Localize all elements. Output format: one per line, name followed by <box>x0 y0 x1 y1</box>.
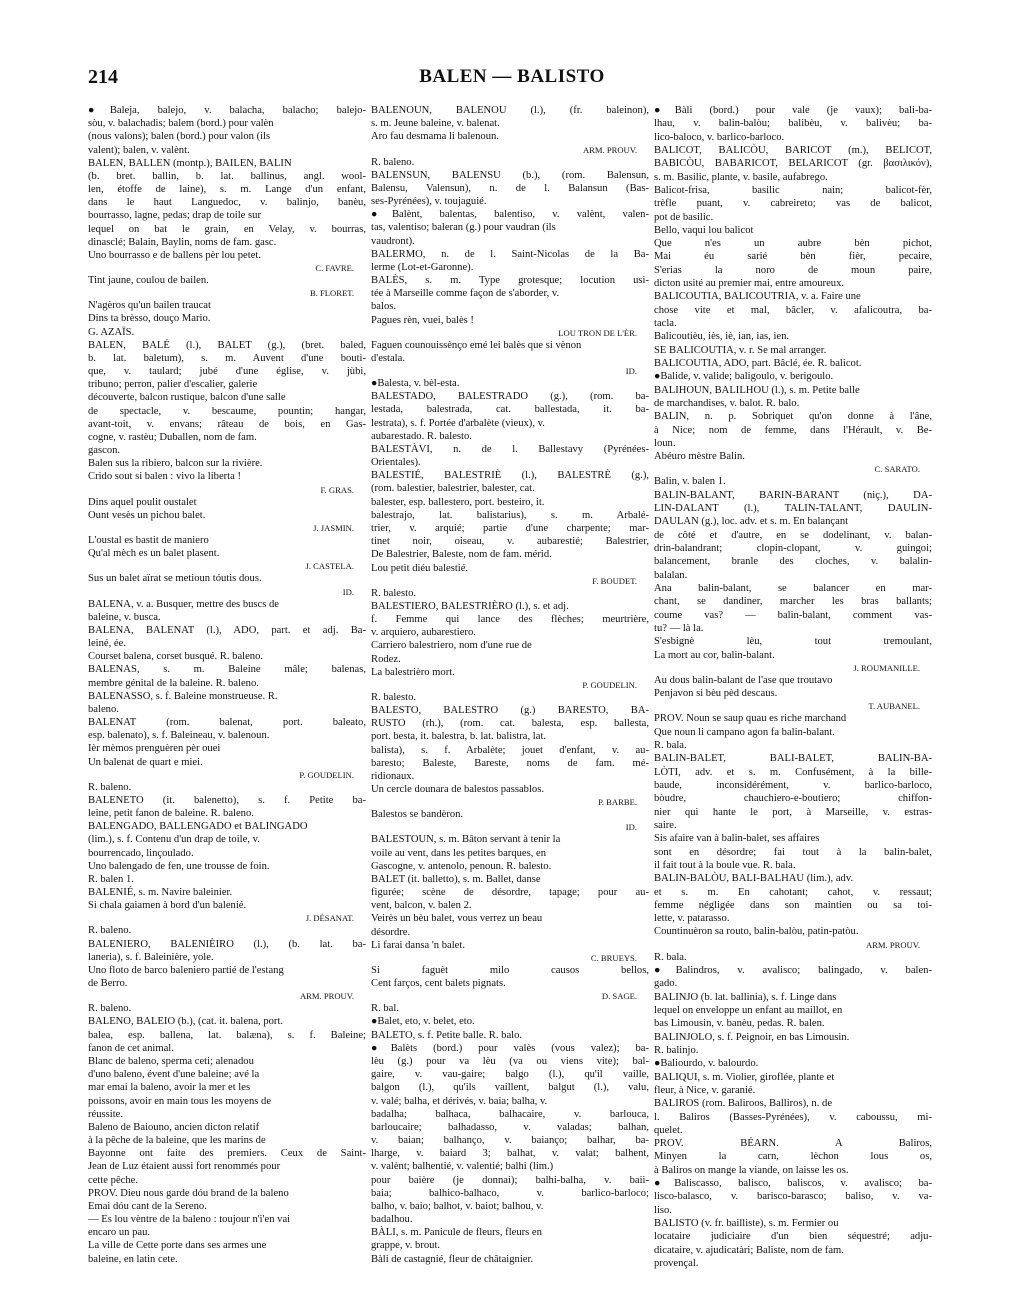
entry-line: tacla. <box>654 318 677 329</box>
entry-line: Carriero balestriero, nom d'une rue de <box>371 640 532 652</box>
entry-line: Sis afaire van à balin-balet, ses affaires <box>654 833 820 845</box>
entry-line: R. baleno. <box>371 156 415 168</box>
entry-line: J. DÉSANAT. <box>305 913 354 924</box>
entry-line: tée à Marseille comme façon de s'aborder, v. <box>371 288 560 300</box>
entry-line: leiné, ée. <box>88 638 126 650</box>
entry-line: D. SAGE. <box>601 991 637 1002</box>
entry-line: nier qui hante le port, à Marseille, v. estras- <box>654 806 932 818</box>
entry-line: badalha; balhaca, balhacaire, v. barlouca, <box>371 1108 649 1120</box>
entry-line: laneria), s. f. Baleinière, yole. <box>88 951 214 963</box>
entry-line: BALENO, BALEIO (b.), (cat. it. balena, port. <box>88 1016 284 1028</box>
entry-line: Baleno de Baiouno, ancien dicton relatif <box>88 1121 260 1133</box>
entry-line: Un balenat de quart e miei. <box>88 756 203 768</box>
entry-line: R. bal. <box>371 1003 399 1015</box>
entry-line: cette pêche. <box>88 1174 138 1186</box>
entry-line: (nous valons); balen (bord.) pour valon (ils <box>88 131 271 143</box>
entry-line: LOU TRON DE L'ÈR. <box>558 327 637 338</box>
entry-line: BALINJO (b. lat. ballinia), s. f. Linge dans <box>654 991 837 1003</box>
entry-line: Countinuèron sa routo, balin-balòu, patin-patòu. <box>654 926 859 938</box>
entry-line: Balensu, Valensun), n. de l. Balansun (Bas- <box>371 182 649 194</box>
entry-line: valent); balen, v. valènt. <box>88 144 190 156</box>
entry-line: T. AUBANEL. <box>868 701 920 712</box>
entry-line: ●Balèts (bord.) pour valès (vous valez); ba- <box>371 1042 649 1054</box>
entry-line: DAULAN (g.), loc. adv. et s. m. En balançant <box>654 516 849 528</box>
entry-line: tinet noir, oiseau, v. aubarestié; Balestrier, <box>371 536 649 548</box>
entry-line: pour baière (je donnai); balhi-balha, v. baii- <box>371 1174 649 1186</box>
entry-line: lharge, v. baiard 3; balhat, v. valat; balhent, <box>371 1148 649 1160</box>
entry-line: à Nice; nom de femme, dans l'Hérault, v. Be- <box>654 424 932 436</box>
entry-line: ●Balet, eto, v. belet, eto. <box>371 1016 475 1028</box>
entry-line: Emai dóu cant de la Sereno. <box>88 1200 207 1212</box>
entry-line: leine, petit fanon de baleine. R. baleno. <box>88 808 254 820</box>
entry-line: BALINJOLO, s. f. Peignoir, en bas Limousin. <box>654 1031 850 1043</box>
entry-line: Au dous balin-balant de l'ase que troutavo <box>654 674 833 686</box>
entry-line: Faguen counouissènço emé lei balès que si vènon <box>371 339 582 351</box>
entry-line: vaudront). <box>371 235 415 247</box>
entry-line: provençal. <box>654 1257 699 1269</box>
entry-line: baude, inconsidérément, v. barlico-barloco, <box>654 780 932 791</box>
entry-line: lequel on enveloppe un enfant au maillot, en <box>654 1005 843 1016</box>
entry-line: Balestos se bandèron. <box>371 809 464 821</box>
entry-line: cogne, v. rastèu; Duballen, nom de fam. <box>88 431 257 443</box>
entry-line: LIN-DALANT (l.), TALIN-TALANT, DAULIN- <box>654 503 932 515</box>
entry-line: BALIROS (rom. Baliroos, Balliros), n. de <box>654 1098 833 1110</box>
entry-line: d'estala. <box>371 352 405 364</box>
entry-line: Jean de Luz étaient aussi fort renommés pour <box>88 1161 281 1173</box>
entry-line: dicton usité au premier mai, entre amoureux. <box>654 278 845 290</box>
entry-line: BALIQUI, s. m. Violier, giroflée, plante et <box>654 1071 835 1083</box>
entry-line: balho, v. baio; balhot, v. baiot; balhou, v. <box>371 1200 544 1212</box>
entry-line: désordre. <box>371 926 411 938</box>
entry-line: découverte, balcon rustique, balcon d'une salle <box>88 392 286 404</box>
entry-line: ARM. PROUV. <box>582 144 637 155</box>
entry-line: Ount vesès un pichou balet. <box>88 509 206 521</box>
entry-line: Lou petit diéu balestié. <box>371 562 469 574</box>
entry-line: f. Femme qui lance des flèches; meurtrière, <box>371 614 649 626</box>
entry-line: fleur, à Nice, v. garanié. <box>654 1084 756 1096</box>
entry-line: femme négligée dans son maintien ou sa toi- <box>654 899 932 911</box>
entry-line: C. BRUEYS. <box>590 952 637 963</box>
entry-line: Pagues rèn, vuei, balès ! <box>371 314 474 326</box>
entry-line: R. bala. <box>654 951 687 963</box>
entry-line: BALENGADO, BALLENGADO et BALINGADO <box>88 821 308 833</box>
entry-line: poissons, avoir en main tous les moyens de <box>88 1095 272 1107</box>
entry-line: à Baliros on mange la viande, on laisse les os. <box>654 1164 849 1176</box>
entry-line: ID. <box>625 366 637 377</box>
entry-line: Balin, v. balen 1. <box>654 476 726 488</box>
entry-line: et s. m. En cahotant; cahot, v. ressaut; <box>654 886 932 898</box>
entry-line: dans le haut Languedoc, v. balinjo, banèu, <box>88 197 366 209</box>
entry-line: BALENAT (rom. balenat, port. baleato, <box>88 717 366 729</box>
entry-line: BALEN, BALÉ (l.), BALET (g.), (bret. baled, <box>88 339 366 351</box>
entry-line: lisco-balasco, v. barisco-barasco; baliso, v. va- <box>654 1191 932 1203</box>
running-title: BALEN — BALISTO <box>419 66 605 87</box>
entry-line: badalhou. <box>371 1214 413 1226</box>
entry-line: PROV. Noun se saup quau es riche marchand <box>654 713 847 725</box>
entry-line: C. FAVRE. <box>315 263 354 274</box>
entry-line: membre génital de la baleine. R. baleno. <box>88 677 259 689</box>
entry-line: b. lat. baletum), s. m. Auvent d'une bouti- <box>88 352 366 364</box>
entry-line: v. baian; balhanço, v. baianço; balhar, ba- <box>371 1135 649 1147</box>
entry-line: BALESTIÉ, BALESTRIÈ (l.), BALESTRÈ (g.), <box>371 470 649 482</box>
entry-line: voile au vent, dans les petites barques, en <box>371 847 547 859</box>
entry-line: J. JASMIN. <box>313 522 354 533</box>
entry-line: Que noun li campano agon fa balin-balant. <box>654 726 835 738</box>
entry-line: PROV. Dieu nous garde dóu brand de la baleno <box>88 1187 289 1199</box>
entry-line: gado. <box>654 978 678 990</box>
entry-line: v. valé; balha, et dérivés, v. baia; balha, v. <box>371 1095 548 1107</box>
entry-line: Uno bourrasso e de ballens pèr lou petet. <box>88 249 261 261</box>
entry-line: drin-balandrant; clopin-clopant, v. guingoi; <box>654 543 932 554</box>
entry-line: Uno floto de barco baleniero partié de l'estang <box>88 964 284 976</box>
entry-line: F. BOUDET. <box>592 575 637 586</box>
entry-line: coume vas? — balin-balant, comment vas- <box>654 609 932 621</box>
entry-line: il fait tout à la boule vue. R. bala. <box>654 859 796 871</box>
entry-line: ses-Pyrénées), v. toujaguié. <box>371 196 487 208</box>
entry-line: lerme (Lot-et-Garonne). <box>371 261 474 273</box>
entry-line: Li farai dansa 'n balet. <box>371 939 465 951</box>
entry-line: BALENASSO, s. f. Baleine monstrueuse. R. <box>88 690 278 702</box>
entry-line: Orientales). <box>371 457 421 469</box>
entry-line: port. besta, it. balestra, b. lat. balistra, lat. <box>371 731 547 743</box>
entry-line: s. m. Basilic, plante, v. basile, aufabrego. <box>654 171 828 183</box>
entry-line: BALIN-BALANT, BARIN-BARANT (niç.), DA- <box>654 489 932 501</box>
entry-line: R. baleno. <box>88 1003 132 1015</box>
entry-line: BALESTIERO, BALESTRIÈRO (l.), s. et adj. <box>371 600 569 612</box>
entry-line: BALENETO (it. balenetto), s. f. Petite ba- <box>88 794 366 806</box>
entry-line: tas, valentiso; baleran (g.) pour vaudran (ils <box>371 222 556 234</box>
entry-line: baresto; Baleste, Bareste, noms de fam. mé- <box>371 757 649 769</box>
entry-line: fanon de cet animal. <box>88 1042 174 1054</box>
entry-line: Dins aquel poulit oustalet <box>88 496 197 508</box>
entry-line: BALEN, BALLEN (montp.), BAILEN, BALIN <box>88 157 292 169</box>
entry-line: R. balinjo. <box>654 1044 699 1056</box>
entry-line: Mai éu sarié bèn fièr, pecaire, <box>654 251 932 263</box>
entry-line: De Balestrier, Baleste, nom de fam. mérid. <box>371 549 552 561</box>
entry-line: Un cercle dounara de balestos passablos. <box>371 784 544 796</box>
entry-line: encaro un pau. <box>88 1227 151 1239</box>
entry-line: tribuno; perron, palier d'escalier, galerie <box>88 379 258 391</box>
entry-line: balista), s. f. Arbalète; jouet d'enfant, v. au- <box>371 744 649 756</box>
entry-line: baleine, v. busca. <box>88 611 161 623</box>
entry-line: balalan. <box>654 569 688 581</box>
entry-line: chose vite et mal, bâcler, v. afalicoutra, ba- <box>654 304 932 316</box>
entry-line: loun. <box>654 437 676 449</box>
entry-line: bourrencado, linçoulado. <box>88 847 194 859</box>
entry-line: s. m. Jeune baleine, v. balenat. <box>371 118 500 130</box>
entry-line: Minyen la carn, lèchon lous os, <box>654 1151 932 1163</box>
entry-line: Rodez. <box>371 653 401 665</box>
entry-line: liso. <box>654 1204 672 1216</box>
entry-line: Bàli de castagnié, fleur de châtaignier. <box>371 1253 534 1265</box>
entry-line: locataire judiciaire d'un bien séquestré; adju- <box>654 1231 932 1243</box>
entry-line: figurée; scène de désordre, tapage; pour au- <box>371 887 649 899</box>
entry-line: à la pêche de la baleine, que les marins de <box>88 1135 266 1147</box>
entry-line: Veirès un bèu balet, vous verrez un beau <box>371 913 543 925</box>
entry-line: BALESTOUN, s. m. Bâton servant à tenir la <box>371 834 561 846</box>
column-middle <box>371 104 649 1266</box>
entry-line: ●Baliourdo, v. balourdo. <box>654 1058 759 1070</box>
entry-line: ID. <box>342 586 354 597</box>
entry-line: lequel on bat le grain, en Velay, v. bourras, <box>88 223 366 235</box>
entry-line: Uno balengado de fen, une trousse de foin. <box>88 860 270 872</box>
entry-line: La balestrièro mort. <box>371 666 455 678</box>
entry-line: lette, v. patarasso. <box>654 913 730 925</box>
entry-line: P. GOUDELIN. <box>299 769 354 780</box>
entry-line: R. balen 1. <box>88 873 134 885</box>
entry-line: lhau, v. balin-balòu; balibèu, v. balivèu; ba- <box>654 118 932 130</box>
entry-line: l. Baliros (Basses-Pyrénées), v. caboussu, mi- <box>654 1111 932 1123</box>
entry-line: Ièr mèmos prenguèren pèr ouei <box>88 743 221 755</box>
entry-line: Bayonne ont faite des premiers. Ceux de Saint- <box>88 1148 366 1160</box>
entry-line: balgon (l.), qu'ils vaillent, balgut (l.), valu, <box>371 1082 649 1094</box>
entry-line: La mort au cor, balin-balant. <box>654 649 775 661</box>
entry-line: BALICOUTIA, ADO, part. Bâclé, ée. R. balicot. <box>654 357 862 369</box>
entry-line: esp. balenato), s. f. Baleineau, v. balenoun. <box>88 730 270 742</box>
entry-line: gascon. <box>88 445 121 457</box>
entry-line: len, étoffe de laine), s. m. Lange d'un enfant, <box>88 184 366 196</box>
entry-line: LÒTI, adv. et s. m. Confusément, à la bille- <box>654 766 932 778</box>
entry-line: Dins ta brèsso, douço Mario. <box>88 313 211 325</box>
entry-line: ARM. PROUV. <box>865 939 920 950</box>
entry-line: L'oustal es bastit de maniero <box>88 534 209 546</box>
entry-line: barloucaire; balhadasso, v. valadas; balhan, <box>371 1121 649 1133</box>
entry-line: ID. <box>625 822 637 833</box>
entry-line: ●Balindros, v. avalisco; balingado, v. balen- <box>654 965 932 977</box>
entry-line: BALENSUN, BALENSU (b.), (rom. Balensun, <box>371 169 649 181</box>
entry-line: Balicoutièu, iès, iè, ian, ias, ien. <box>654 331 790 343</box>
entry-line: BALIN-BALET, BALI-BALET, BALIN-BA- <box>654 753 932 765</box>
entry-line: ●Balesta, v. bèl-esta. <box>371 378 460 390</box>
entry-line: dinasclé; Balain, Baylin, noms de fam. gasc. <box>88 236 277 248</box>
entry-line: Blanc de baleno, sperma ceti; alenadou <box>88 1056 254 1067</box>
entry-line: mar emai la baleno, avoir la mer et les <box>88 1082 251 1094</box>
entry-line: réussite. <box>88 1108 124 1120</box>
entry-line: lestada, balestrada, cat. ballestada, it. ba- <box>371 404 649 416</box>
entry-line: pot de basilic. <box>654 211 714 223</box>
entry-line: aubarestado. R. balesto. <box>371 430 472 442</box>
entry-line: Balicot-frisa, basilic nain; balicot-fèr, <box>654 184 932 196</box>
entry-line: ●Bàli (bord.) pour vale (je vaux); bali-ba- <box>654 105 932 116</box>
entry-line: (b. bret. ballin, b. lat. ballinus, angl. wool- <box>88 170 366 182</box>
entry-line: — Es lou vèntre de la baleno : toujour n'i'en vai <box>88 1214 291 1226</box>
entry-line: avant-toit, v. envans; râteau de bois, en Gas- <box>88 418 366 430</box>
entry-line: BÀLI, s. m. Panicule de fleurs, fleurs en <box>371 1227 542 1239</box>
entry-line: BALENOUN, BALENOU (l.), (fr. baleinon), <box>371 105 649 116</box>
entry-line: tu? — là la. <box>654 622 704 634</box>
entry-line: R. balesto. <box>371 587 417 599</box>
entry-line: G. AZAÏS. <box>88 326 135 338</box>
entry-line: (lim.), s. f. Contenu d'un drap de toile, v. <box>88 834 260 846</box>
entry-line: S'esbignè lèu, tout tremoulant, <box>654 636 932 648</box>
entry-line: ●Baleja, balejo, v. balacha, balacho; balejo- <box>88 105 366 116</box>
entry-line: Qu'al mèch es un balet plasent. <box>88 548 220 560</box>
entry-line: baleno. <box>88 703 119 715</box>
entry-line: de spectacle, v. bescaume, pountin; hangar, <box>88 405 366 417</box>
entry-line: lico-baloco, v. barlico-barloco. <box>654 131 785 143</box>
entry-line: R. balesto. <box>371 691 417 703</box>
column-left <box>88 104 366 1266</box>
entry-line: Courset balena, corset busqué. R. baleno. <box>88 651 264 663</box>
entry-line: BALIN, n. p. Sobriquet qu'on donne à l'âne, <box>654 411 932 423</box>
entry-line: sòu, v. balachadis; balem (bord.) pour valèn <box>88 118 274 130</box>
entry-line: dicataire, v. ajudicatàri; Baliste, nom de fam. <box>654 1244 844 1256</box>
entry-line: RUSTO (rh.), (rom. cat. balesta, esp. ballesta, <box>371 718 649 730</box>
entry-line: BALESTÀVI, n. de l. Ballestavy (Pyrénées- <box>371 443 649 455</box>
entry-line: J. ROUMANILLE. <box>853 662 920 673</box>
entry-line: trier, v. arquié; partie d'une charpente; mar- <box>371 522 649 534</box>
entry-line: F. GRAS. <box>320 484 354 495</box>
entry-line: chant, se dandiner, marcher les bras ballants; <box>654 596 932 608</box>
entry-line: de Berro. <box>88 978 128 990</box>
entry-line: d'uno baleno, évent d'une baleine; avé la <box>88 1069 260 1081</box>
entry-line: J. CASTELA. <box>305 561 354 572</box>
entry-line: BALISTO (v. fr. bailliste), s. m. Fermier ou <box>654 1218 839 1229</box>
entry-line: gaire, v. vau-gaire; balgo (l.), qu'il vaille, <box>371 1069 649 1081</box>
entry-line: BABICÒU, BABARICOT, BELARICOT (gr. βασιλικόν), <box>654 158 932 170</box>
entry-line: B. FLORET. <box>309 288 354 299</box>
entry-line: BALIHOUN, BALILHOU (l.), s. m. Petite balle <box>654 384 860 396</box>
page-number: 214 <box>88 66 118 88</box>
entry-line: trèfle puant, v. cabreireto; vas de balicot, <box>654 198 932 210</box>
entry-line: balancement, branle des cloches, v. balalin- <box>654 556 932 568</box>
entry-line: S'erias la noro de moun paire, <box>654 264 932 276</box>
entry-line: Sus un balet aïrat se metioun tóutis dous. <box>88 573 262 585</box>
entry-line: balea, esp. ballena, lat. balæna), s. f. Baleine; <box>88 1029 366 1041</box>
entry-line: BALICOUTIA, BALICOUTRIA, v. a. Faire une <box>654 291 861 303</box>
entry-line: ARM. PROUV. <box>299 991 354 1002</box>
entry-line: sont en désordre; fai tout à la balin-balet, <box>654 846 932 858</box>
entry-line: Crido sout si balen : vivo la liberta ! <box>88 471 241 483</box>
entry-line: ●Balide, v. valide; baligoulo, v. berigoulo. <box>654 371 834 383</box>
entry-line: BALENAS, s. m. Baleine mâle; balenas, <box>88 664 366 676</box>
entry-line: Si chala gaiamen à bord d'un balenié. <box>88 900 247 912</box>
entry-line: ridionaux. <box>371 770 415 782</box>
entry-line: balos. <box>371 301 397 313</box>
entry-line: que, v. taulard; jubé d'une église, v. jùbi, <box>88 366 366 378</box>
entry-line: quelet. <box>654 1124 683 1136</box>
entry-line: Penjavon si bèu pèd descaus. <box>654 688 778 700</box>
entry-line: lèu (g.) pour va lèu (va ou viens vite); bal- <box>371 1056 649 1067</box>
entry-line: baia; balhico-balhaco, v. barlico-barloco; <box>371 1187 649 1199</box>
entry-line: R. baleno. <box>88 925 132 937</box>
entry-line: v. valènt; balhentié, v. valentié; balhi (lim.) <box>371 1161 554 1173</box>
entry-line: BALET (it. balletto), s. m. Ballet, danse <box>371 873 541 885</box>
entry-line: ●Balènt, balentas, balentiso, v. valènt, valen- <box>371 209 649 221</box>
entry-line: ●Baliscasso, balisco, baliscos, v. avalisco; ba- <box>654 1178 932 1190</box>
entry-line: saire. <box>654 819 677 831</box>
entry-line: BALENIERO, BALENIÈIRO (l.), (b. lat. ba- <box>88 938 366 950</box>
entry-line: Balen sus la ribiero, balcon sur la rivière. <box>88 458 263 470</box>
entry-line: balester, esp. ballestero, port. besteiro, it. <box>371 496 545 508</box>
entry-line: BALENA, v. a. Busquer, mettre des buscs de <box>88 598 280 610</box>
entry-line: BALENIÉ, s. m. Navire baleinier. <box>88 887 233 899</box>
entry-line: N'agèros qu'un bailen traucat <box>88 300 211 312</box>
entry-line: (rom. balestier, balestrier, balester, cat. <box>371 483 535 495</box>
column-right <box>654 104 932 1270</box>
entry-line: v. arquiero, aubarestiero. <box>371 627 476 639</box>
entry-line: Que n'es un aubre bèn pichot, <box>654 238 932 250</box>
entry-line: Aro fau desmama li balenoun. <box>371 131 499 143</box>
entry-line: P. GOUDELIN. <box>582 679 637 690</box>
entry-line: lestrata), s. f. Portée d'arbalète (vieux), v. <box>371 417 545 429</box>
entry-line: Cent farços, cent balets pignats. <box>371 978 506 990</box>
entry-line: BALÈS, s. m. Type grotesque; locution usi- <box>371 275 649 287</box>
entry-line: baleine, en latin cete. <box>88 1253 178 1265</box>
entry-line: Ana balin-balant, se balancer en mar- <box>654 582 932 594</box>
entry-line: PROV. BÉARN. A Baliros, <box>654 1138 932 1150</box>
entry-line: BALIN-BALÒU, BALI-BALHAU (lim.), adv. <box>654 873 854 885</box>
entry-line: bourrasso, lagne, pedas; drap de toile sur <box>88 210 261 222</box>
entry-line: BALESTO, BALESTRO (g.) BARESTO, BA- <box>371 705 649 717</box>
entry-line: bas Limousin, v. banèu, pedas. R. balen. <box>654 1018 825 1030</box>
entry-line: vent, balcon, v. balen 2. <box>371 900 472 912</box>
entry-line: R. baleno. <box>88 781 132 793</box>
entry-line: La ville de Cette porte dans ses armes une <box>88 1240 267 1252</box>
entry-line: Bello, vaqui lou balicot <box>654 224 754 236</box>
entry-line: bòudre, chauchiero-e-boutiero; chiffon- <box>654 793 932 805</box>
entry-line: grappe, v. brout. <box>371 1240 441 1252</box>
entry-line: P. BARBE. <box>598 797 637 808</box>
entry-line: de côté et d'autre, en se dodelinant, v. balan- <box>654 529 932 541</box>
entry-line: de marchandises, v. balot. R. balo. <box>654 397 800 409</box>
entry-line: Si faguèt milo causos bellos, <box>371 964 649 976</box>
entry-line: BALERMO, n. de l. Saint-Nicolas de la Ba- <box>371 248 649 260</box>
entry-line: Abéuro mèstre Balin. <box>654 451 745 463</box>
entry-line: balestrajo, lat. balistarius), s. m. Arbalé- <box>371 509 649 521</box>
entry-line: BALICOT, BALICÒU, BARICOT (m.), BELICOT, <box>654 144 932 156</box>
entry-line: Tint jaune, coulou de bailen. <box>88 275 209 287</box>
entry-line: BALETO, s. f. Petite balle. R. balo. <box>371 1029 523 1041</box>
entry-line: Gascogne, v. antenolo, penoun. R. balesto. <box>371 860 552 872</box>
entry-line: R. bala. <box>654 740 687 752</box>
entry-line: BALENA, BALENAT (l.), ADO, part. et adj. Ba- <box>88 624 366 636</box>
entry-line: BALESTADO, BALESTRADO (g.), (rom. ba- <box>371 391 649 403</box>
entry-line: C. SARATO. <box>874 464 920 475</box>
entry-line: SE BALICOUTIA, v. r. Se mal arranger. <box>654 344 827 356</box>
